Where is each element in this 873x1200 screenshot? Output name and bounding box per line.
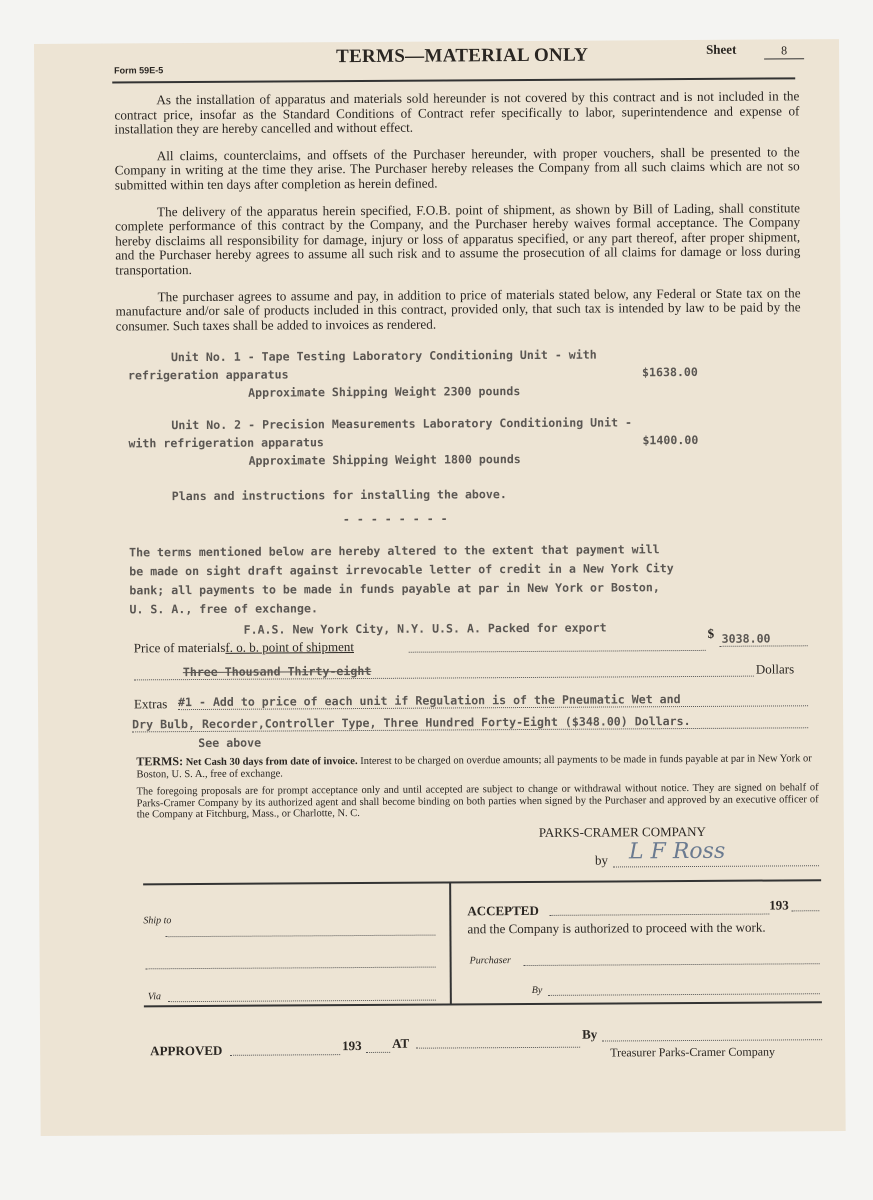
accepted-date-field[interactable] (549, 914, 769, 916)
extras-line1: #1 - Add to price of each unit if Regulation is of the Pneumatic Wet and (177, 692, 681, 710)
foregoing-notice: The foregoing proposals are for prompt acceptance only and until accepted are subject to change or withdrawal without notice. They are signed on behalf of Parks-Cramer Company by its authorized agent and shall become binding on both parties when signed by the Purchaser and approved by an executive officer of the Company at Fitchburg, Mass., or Charlotte, N. C. (136, 782, 819, 821)
company-name: PARKS-CRAMER COMPANY (538, 823, 706, 840)
price-amount: 3038.00 (721, 631, 771, 646)
ship-to-field-2[interactable] (146, 967, 436, 970)
unit-2-line1: Unit No. 2 - Precision Measurements Laboratory Conditioning Unit - (171, 415, 633, 433)
approved-date-field[interactable] (230, 1054, 340, 1056)
divider (112, 77, 795, 83)
unit-1-line2: refrigeration apparatus (127, 367, 289, 383)
dotted-line (409, 650, 706, 653)
terms-label: TERMS: (136, 754, 184, 769)
page-title: TERMS—MATERIAL ONLY (336, 44, 589, 68)
approved-label: APPROVED (150, 1042, 223, 1059)
dollars-label: Dollars (755, 661, 795, 677)
approved-year: 193 (342, 1038, 362, 1054)
extras-label: Extras (133, 696, 168, 712)
by-label: by (594, 852, 609, 868)
at-label: AT (392, 1035, 410, 1051)
separator: - - - - - - - - (342, 511, 448, 527)
paragraph-claims: All claims, counterclaims, and offsets of the Purchaser hereunder, with proper vouchers, shall be presented to the Company in writing at the time they arise. The Purchaser hereby releases the Company from all such claims which are not so submitted within ten days after completion as herein defined. (114, 144, 800, 193)
terms-paragraphs (114, 89, 801, 345)
divider (143, 879, 821, 885)
ship-to-label: Ship to (143, 915, 172, 927)
purchaser-label: Purchaser (469, 955, 511, 967)
paragraph-installation: As the installation of apparatus and materials sold hereunder is not covered by this contract and is not included in the contract price, insofar as the Standard Conditions of Contract refer specifically to labor, superintendence and expense of installation they are hereby cancelled and without effect. (114, 88, 800, 137)
price-label: Price of materials (133, 639, 226, 656)
price-fob: f. o. b. point of shipment (225, 639, 354, 655)
accepted-label: ACCEPTED (467, 902, 539, 919)
purchaser-by-label: By (531, 984, 543, 996)
document-page (34, 39, 846, 1136)
accepted-year: 193 (769, 897, 789, 913)
extras-line2: Dry Bulb, Recorder,Controller Type, Three Hundred Forty-Eight ($348.00) Dollars. (132, 714, 691, 732)
price-words: Three Thousand Thirty-eight (182, 663, 372, 680)
accepted-year-field[interactable] (791, 910, 819, 911)
purchaser-by-field[interactable] (548, 993, 820, 996)
proceed-text: and the Company is authorized to proceed with the work. (467, 919, 766, 937)
paragraph-delivery: The delivery of the apparatus herein specified, F.O.B. point of shipment, as shown by Bill of Lading, shall constitute complete performance of this contract by the Company, and the Purchaser hereby waives formal acceptance. The Company hereby disclaims all responsibility for damage, injury or loss of apparatus specified, or any part thereof, after proper shipment, and the Purchaser hereby agrees to assume all such risk and to assume the prosecution of all claims for damage or loss during transportation. (115, 199, 801, 278)
treasurer-label: Treasurer Parks-Cramer Company (610, 1044, 776, 1060)
signature-line (613, 865, 819, 867)
terms-net: Net Cash 30 days from date of invoice. (185, 756, 358, 769)
paragraph-tax: The purchaser agrees to assume and pay, in addition to price of materials stated below, any Federal or State tax on the manufacture and/or sale of products included in this contract, provided only, that such tax is intended by law to be paid by the consumer. Such taxes shall be added to invoices as rendered. (115, 284, 801, 334)
ship-to-field[interactable] (165, 935, 435, 938)
unit-2-line2: with refrigeration apparatus (128, 435, 324, 451)
sheet-label: Sheet (705, 41, 737, 57)
unit-1-line1: Unit No. 1 - Tape Testing Laboratory Conditioning Unit - with (170, 347, 597, 365)
signature: L F Ross (628, 838, 726, 865)
via-field[interactable] (168, 1000, 436, 1003)
unit-1-price: $1638.00 (641, 364, 698, 380)
approved-by-label: By (582, 1026, 598, 1042)
see-above: See above (198, 735, 262, 751)
via-label: Via (147, 991, 162, 1003)
divider (144, 1001, 822, 1007)
at-field[interactable] (416, 1047, 580, 1049)
sheet-number: 8 (764, 43, 804, 59)
terms-rest: Interest to be charged on overdue amounts; all payments to be made in funds payable at par in New York or Boston, U. S. A., free of exchange. (136, 753, 812, 781)
divider (449, 881, 452, 1003)
form-number: Form 59E-5 (114, 65, 164, 76)
approved-by-field[interactable] (602, 1039, 822, 1041)
unit-2-weight: Approximate Shipping Weight 1800 pounds (248, 452, 521, 468)
altered-terms: The terms mentioned below are hereby altered to the extent that payment will be made on sight draft against irrevocable letter of credit in a New York City bank; all payments to be made in funds payable at par in New York or Boston, U. S. A., free of exchange. (129, 542, 674, 617)
unit-1-weight: Approximate Shipping Weight 2300 pounds (248, 384, 521, 400)
plans-note: Plans and instructions for installing the above. (171, 487, 507, 504)
purchaser-field[interactable] (524, 963, 820, 966)
approved-year-field[interactable] (366, 1052, 390, 1053)
dollar-sign: $ (707, 625, 715, 641)
unit-2-price: $1400.00 (642, 432, 699, 448)
price-fas: F.A.S. New York City, N.Y. U.S. A. Packed for export (243, 620, 607, 637)
